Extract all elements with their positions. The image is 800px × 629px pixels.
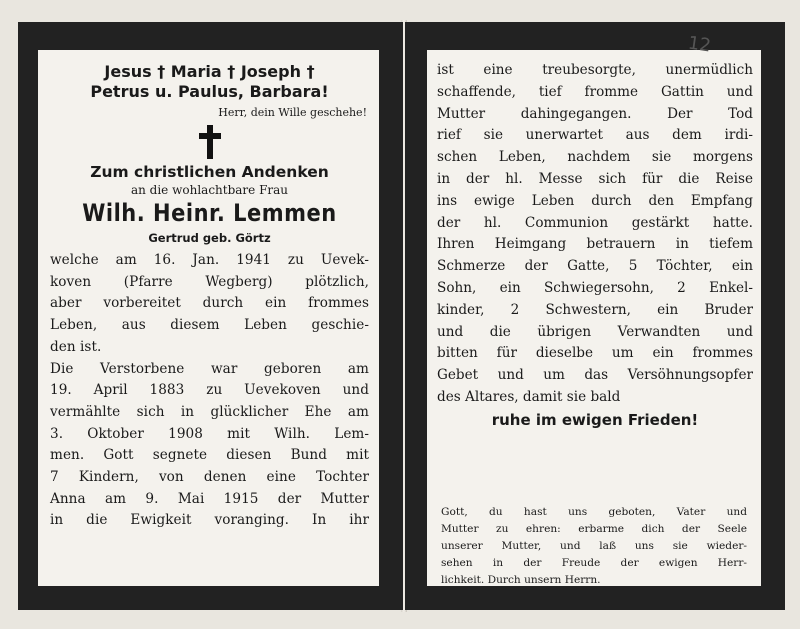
prayer-line: lichkeit. Durch unsern Herrn. xyxy=(441,574,601,586)
left-page xyxy=(38,50,379,586)
text-line: 19. April 1883 zu Uevekoven und xyxy=(50,382,369,399)
text-line: aber vorbereitet durch ein frommes xyxy=(50,295,369,312)
text-line: vermählte sich in glücklicher Ehe am xyxy=(50,403,369,420)
text-line: der hl. Communion gestärkt hatte. xyxy=(437,214,753,231)
saints-line-2: Petrus u. Paulus, Barbara! xyxy=(90,82,329,101)
peace-line: ruhe im ewigen Frieden! xyxy=(491,410,699,429)
right-page-border xyxy=(405,22,785,610)
latin-cross-icon xyxy=(50,125,369,159)
prayer-line: unserer Mutter, und laß uns sie wieder- xyxy=(441,540,747,552)
text-line: Die Verstorbene war geboren am xyxy=(50,360,369,377)
text-line: ist eine treubesorgte, unermüdlich xyxy=(437,62,753,78)
text-line: ins ewige Leben durch den Empfang xyxy=(437,192,753,209)
text-line: des Altares, damit sie bald xyxy=(437,388,621,405)
deceased-name: Wilh. Heinr. Lemmen xyxy=(82,199,337,227)
left-page-border xyxy=(18,22,403,610)
text-line: Schmerze der Gatte, 5 Töchter, ein xyxy=(437,258,753,275)
will-line: Herr, dein Wille geschehe! xyxy=(218,106,367,119)
handwritten-note: 12 xyxy=(686,32,713,57)
right-page xyxy=(427,50,761,586)
prayer-line: Mutter zu ehren: erbarme dich der Seele xyxy=(441,523,747,535)
prayer-line: sehen in der Freude der ewigen Herr- xyxy=(441,557,747,569)
text-line: schaffende, tief fromme Gattin und xyxy=(437,83,753,100)
text-line: schen Leben, nachdem sie morgens xyxy=(437,149,753,166)
text-line: und die übrigen Verwandten und xyxy=(437,323,753,340)
saints-line-1: Jesus † Maria † Joseph † xyxy=(104,62,315,81)
text-line: men. Gott segnete diesen Bund mit xyxy=(50,447,369,464)
text-line: bitten für dieselbe um ein frommes xyxy=(437,345,753,362)
text-line: welche am 16. Jan. 1941 zu Uevek- xyxy=(50,252,369,268)
headline: Zum christlichen Andenken xyxy=(90,163,329,181)
text-line: 3. Oktober 1908 mit Wilh. Lem- xyxy=(50,425,369,442)
text-line: den ist. xyxy=(50,338,102,355)
left-body-text xyxy=(50,250,369,532)
text-line: Leben, aus diesem Leben geschie- xyxy=(50,317,369,334)
text-line: Mutter dahingegangen. Der Tod xyxy=(437,105,753,122)
text-line: in der hl. Messe sich für die Reise xyxy=(437,170,753,187)
text-line: Gebet und um das Versöhnungsopfer xyxy=(437,367,753,384)
text-line: Sohn, ein Schwiegersohn, 2 Enkel- xyxy=(437,279,753,296)
subline: an die wohlachtbare Frau xyxy=(130,183,289,197)
text-line: in die Ewigkeit voranging. In ihr xyxy=(50,512,369,529)
prayer-line: Gott, du hast uns geboten, Vater und xyxy=(441,506,747,518)
text-line: Anna am 9. Mai 1915 der Mutter xyxy=(50,490,369,507)
text-line: rief sie unerwartet aus dem irdi- xyxy=(437,127,753,144)
text-line: kinder, 2 Schwestern, ein Bruder xyxy=(437,301,753,318)
text-line: 7 Kindern, von denen eine Tochter xyxy=(50,469,369,486)
maiden-name: Gertrud geb. Görtz xyxy=(148,231,271,245)
text-line: Ihren Heimgang betrauern in tiefem xyxy=(437,236,753,253)
closing-prayer xyxy=(441,504,747,589)
text-line: koven (Pfarre Wegberg) plötzlich, xyxy=(50,273,369,290)
right-body-text xyxy=(437,60,753,409)
